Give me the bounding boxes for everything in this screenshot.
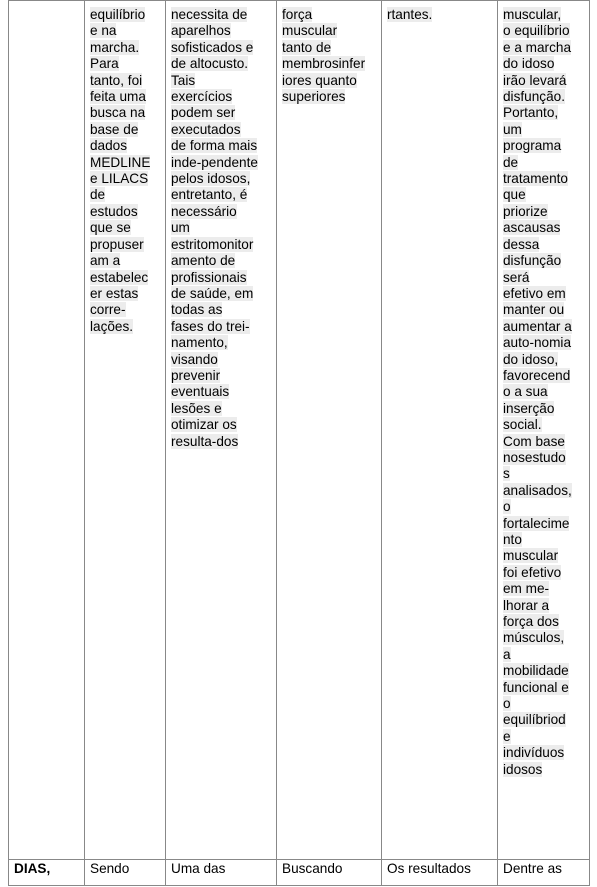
cell-method [277, 860, 382, 886]
cell-justification [166, 860, 277, 886]
cell-method [277, 1, 382, 860]
cell-text: rtantes. [387, 7, 433, 22]
cell-text: Uma das [171, 861, 226, 876]
study-table [8, 0, 590, 886]
cell-text: Sendo [90, 861, 130, 876]
cell-text: força muscular tanto de membrosinfer iores quanto superiores [282, 7, 366, 105]
cell-results [382, 860, 498, 886]
cell-author [9, 1, 85, 860]
cell-conclusion [498, 860, 590, 886]
cell-text: DIAS, [14, 861, 51, 876]
cell-text: Buscando [282, 861, 343, 876]
cell-text: muscular, o equilíbrio e a marcha do idoso irão levará disfunção. Portanto, um programa de tratamento que priorize ascausas dessa disfunção será efetivo em manter ou aumentar a auto-nomia do idoso, favorecend o a sua inserção social. Com base nosestudo s analisados, o fortalecime nto muscular foi efetivo em me- lhorar a força dos músculos, a mobilidade funcional e o equilíbriod e indivíduos idosos [503, 7, 572, 777]
cell-author [9, 860, 85, 886]
cell-text: necessita de aparelhos sofisticados e de altocusto. Tais exercícios podem ser executados de forma mais inde-pendente pelos idosos, entretanto, é necessário um estritomonitor amento de profissionais de saúde, em todas as fases do trei- namento, visando prevenir eventuais lesões e otimizar os resulta-dos [171, 7, 258, 449]
cell-conclusion [498, 1, 590, 860]
cell-justification [166, 1, 277, 860]
cell-text: Os resultados [387, 861, 471, 876]
cell-results [382, 1, 498, 860]
table-row [9, 1, 590, 860]
cell-objective [85, 1, 166, 860]
table-row [9, 860, 590, 886]
cell-text: equilíbrio e na marcha. Para tanto, foi feita uma busca na base de dados MEDLINE e LILACS de estudos que se propuser am a estabelec er estas corre- lações. [90, 7, 151, 334]
cell-text: Dentre as [503, 861, 562, 876]
cell-objective [85, 860, 166, 886]
